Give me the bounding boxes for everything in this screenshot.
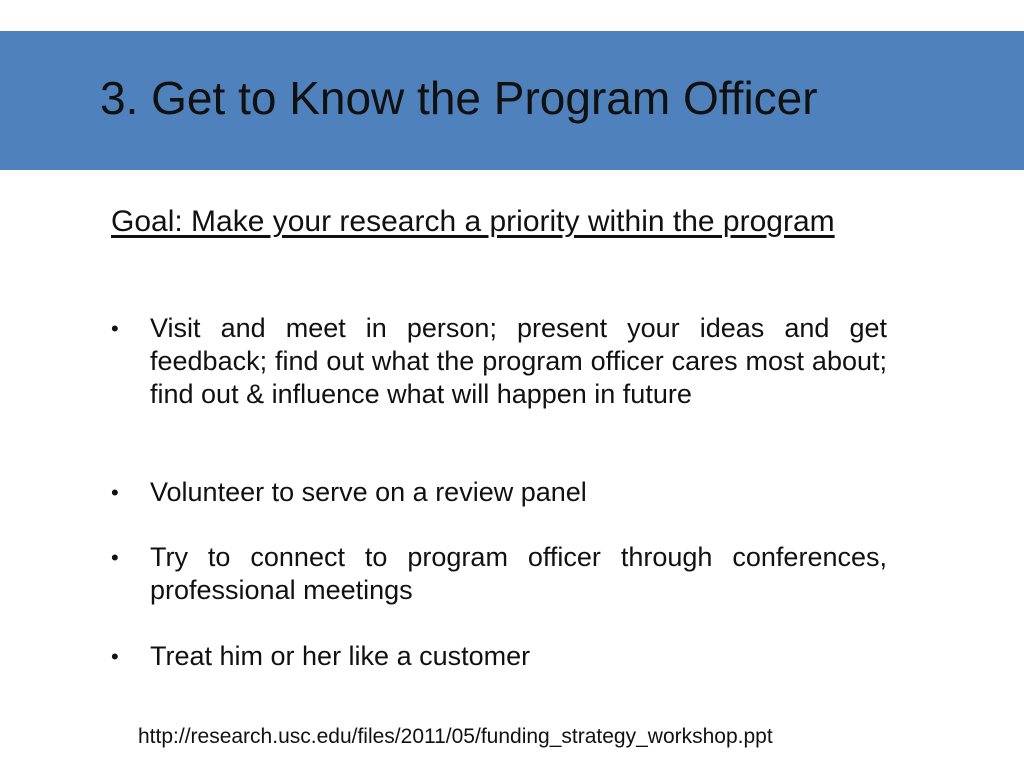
bullet-icon: • (111, 545, 119, 570)
bullet-item (111, 312, 887, 411)
slide-title: 3. Get to Know the Program Officer (100, 72, 818, 124)
bullet-text: Visit and meet in person; present your ideas and get feedback; find out what the program officer cares most about; find out & influence what will happen in future (150, 313, 887, 409)
source-url: http://research.usc.edu/files/2011/05/funding_strategy_workshop.ppt (138, 725, 773, 748)
bullet-item (111, 541, 887, 607)
bullet-item (111, 476, 887, 509)
bullet-icon: • (111, 316, 119, 341)
bullet-icon: • (111, 644, 119, 669)
bullet-text: Volunteer to serve on a review panel (150, 477, 587, 507)
goal-heading: Goal: Make your research a priority within the program (111, 205, 835, 238)
bullet-text: Treat him or her like a customer (150, 641, 531, 671)
bullet-item (111, 640, 887, 673)
bullet-icon: • (111, 480, 119, 505)
bullet-text: Try to connect to program officer through conferences, professional meetings (150, 542, 887, 605)
